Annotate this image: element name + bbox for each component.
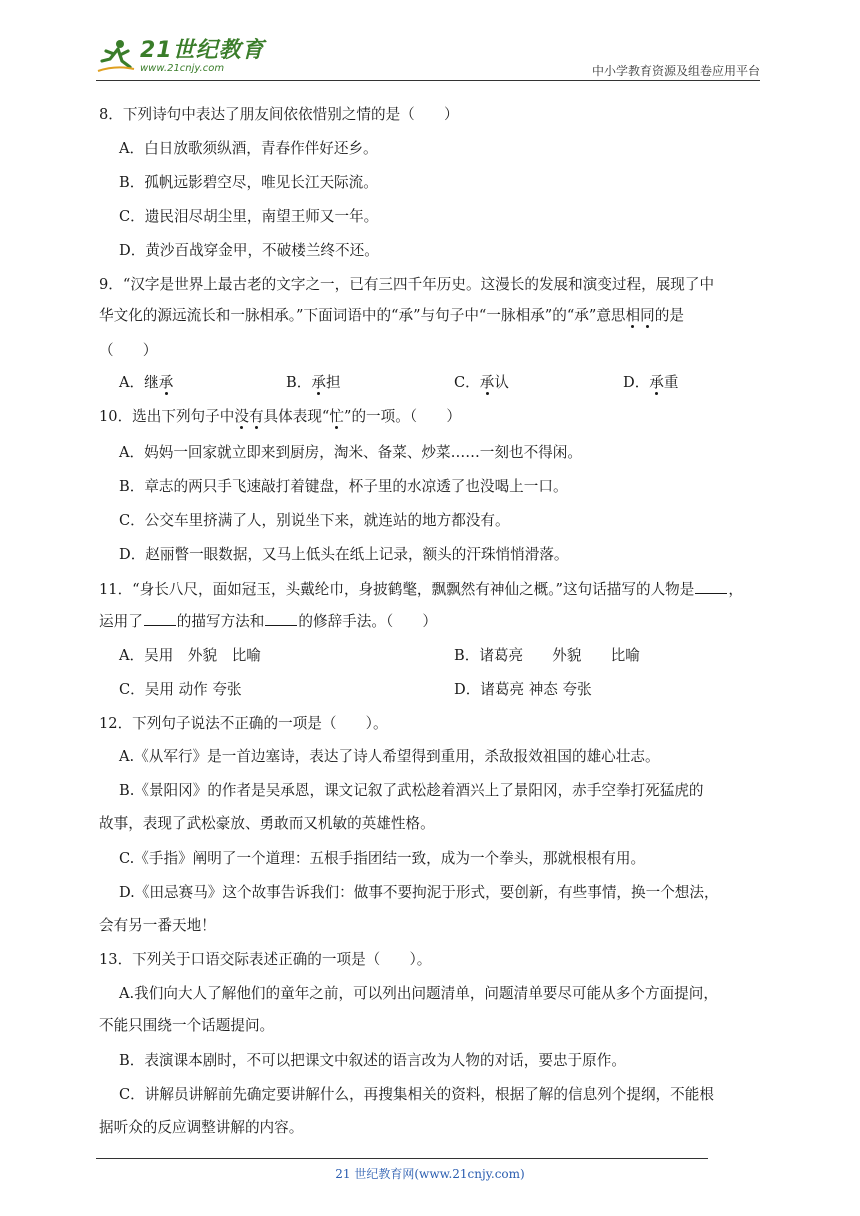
question-13-option-b: B．表演课本剧时，不可以把课文中叙述的语言改为人物的对话，要忠于原作。: [119, 1052, 626, 1069]
answer-blank: [265, 611, 297, 626]
question-9-option-d: D．承重: [623, 374, 679, 391]
question-11-option-b: B．诸葛亮 外貌 比喻: [454, 647, 640, 664]
question-12-option-c: C.《手指》阐明了一个道理：五根手指团结一致，成为一个拳头，那就根根有用。: [119, 850, 646, 867]
question-10-option-d: D．赵丽瞥一眼数据，又马上低头在纸上记录，额头的汗珠悄悄滑落。: [119, 546, 569, 563]
question-11-line-2: 运用了 的描写方法和 的修辞手法。（ ）: [99, 613, 438, 630]
question-13-option-a-line-1: A.我们向大人了解他们的童年之前，可以列出问题清单，问题清单要尽可能从多个方面提问，: [119, 985, 718, 1002]
question-13-stem: 13．下列关于口语交际表述正确的一项是（ ）。: [99, 951, 432, 968]
question-9-line-3: （ ）: [99, 342, 158, 359]
question-8-option-d: D．黄沙百战穿金甲，不破楼兰终不还。: [119, 242, 379, 259]
question-10-option-b: B．章志的两只手飞速敲打着键盘，杯子里的水凉透了也没喝上一口。: [119, 478, 568, 495]
question-9-option-b: B．承担: [286, 374, 341, 391]
page-header: [96, 36, 760, 80]
logo-url: www.21cnjy.com: [140, 63, 225, 74]
question-13-option-a-line-2: 不能只围绕一个话题提问。: [99, 1017, 275, 1034]
emphasis-dot-char: 相: [625, 307, 641, 324]
question-8-option-c: C．遗民泪尽胡尘里，南望王师又一年。: [119, 208, 379, 225]
question-10-option-a: A．妈妈一回家就立即来到厨房，淘米、备菜、炒菜……一刻也不得闲。: [119, 444, 582, 461]
question-9-line-2: 华文化的源远流长和一脉相承。”下面词语中的“承”与句子中“一脉相承”的“承”意思相同的是: [99, 307, 684, 324]
answer-blank: [695, 579, 727, 594]
answer-blank: [144, 611, 176, 626]
question-9-option-a: A．继承: [119, 374, 174, 391]
question-11-option-c: C．吴用 动作 夸张: [119, 681, 242, 698]
question-11-option-a: A．吴用 外貌 比喻: [119, 647, 261, 664]
question-12-option-d-line-1: D.《田忌赛马》这个故事告诉我们：做事不要拘泥于形式，要创新，有些事情，换一个想法，: [119, 884, 719, 901]
question-9-option-c: C．承认: [454, 374, 509, 391]
question-9-line-1: 9．“汉字是世界上最古老的文字之一，已有三四千年历史。这漫长的发展和演变过程，展现了中: [99, 276, 715, 293]
question-12-stem: 12．下列句子说法不正确的一项是（ ）。: [99, 715, 388, 732]
question-13-option-c-line-1: C．讲解员讲解前先确定要讲解什么，再搜集相关的资料，根据了解的信息列个提纲，不能根: [119, 1086, 714, 1103]
footer-divider: [96, 1158, 708, 1159]
header-divider: [96, 80, 760, 81]
question-8-option-b: B．孤帆远影碧空尽，唯见长江天际流。: [119, 174, 378, 191]
question-10-stem: 10．选出下列句子中没有具体表现“忙”的一项。（ ）: [99, 408, 461, 425]
emphasis-dot-char: 同: [640, 307, 655, 324]
question-12-option-b-line-1: B.《景阳冈》的作者是吴承恩，课文记叙了武松趁着酒兴上了景阳冈，赤手空拳打死猛虎的: [119, 782, 704, 799]
question-11-line-1: 11．“身长八尺，面如冠玉，头戴纶巾，身披鹤氅，飘飘然有神仙之概。”这句话描写的人物是 ，: [99, 581, 743, 598]
page-footer: 21 世纪教育网(www.21cnjy.com): [335, 1167, 525, 1181]
site-logo: [96, 36, 265, 78]
question-8-stem: 8．下列诗句中表达了朋友间依依惜别之情的是（ ）: [99, 106, 459, 123]
logo-title: 21世纪教育: [140, 38, 265, 63]
question-8-option-a: A．白日放歌须纵酒，青春作伴好还乡。: [119, 140, 378, 157]
question-10-option-c: C．公交车里挤满了人，别说坐下来，就连站的地方都没有。: [119, 512, 510, 529]
runner-logo-icon: [96, 37, 136, 77]
question-13-option-c-line-2: 据听众的反应调整讲解的内容。: [99, 1119, 304, 1136]
platform-title: 中小学教育资源及组卷应用平台: [591, 64, 760, 78]
question-12-option-d-line-2: 会有另一番天地！: [99, 917, 216, 934]
question-12-option-a: A.《从军行》是一首边塞诗，表达了诗人希望得到重用，杀敌报效祖国的雄心壮志。: [119, 748, 660, 765]
question-11-option-d: D．诸葛亮 神态 夸张: [454, 681, 592, 698]
question-12-option-b-line-2: 故事，表现了武松豪放、勇敢而又机敏的英雄性格。: [99, 815, 435, 832]
